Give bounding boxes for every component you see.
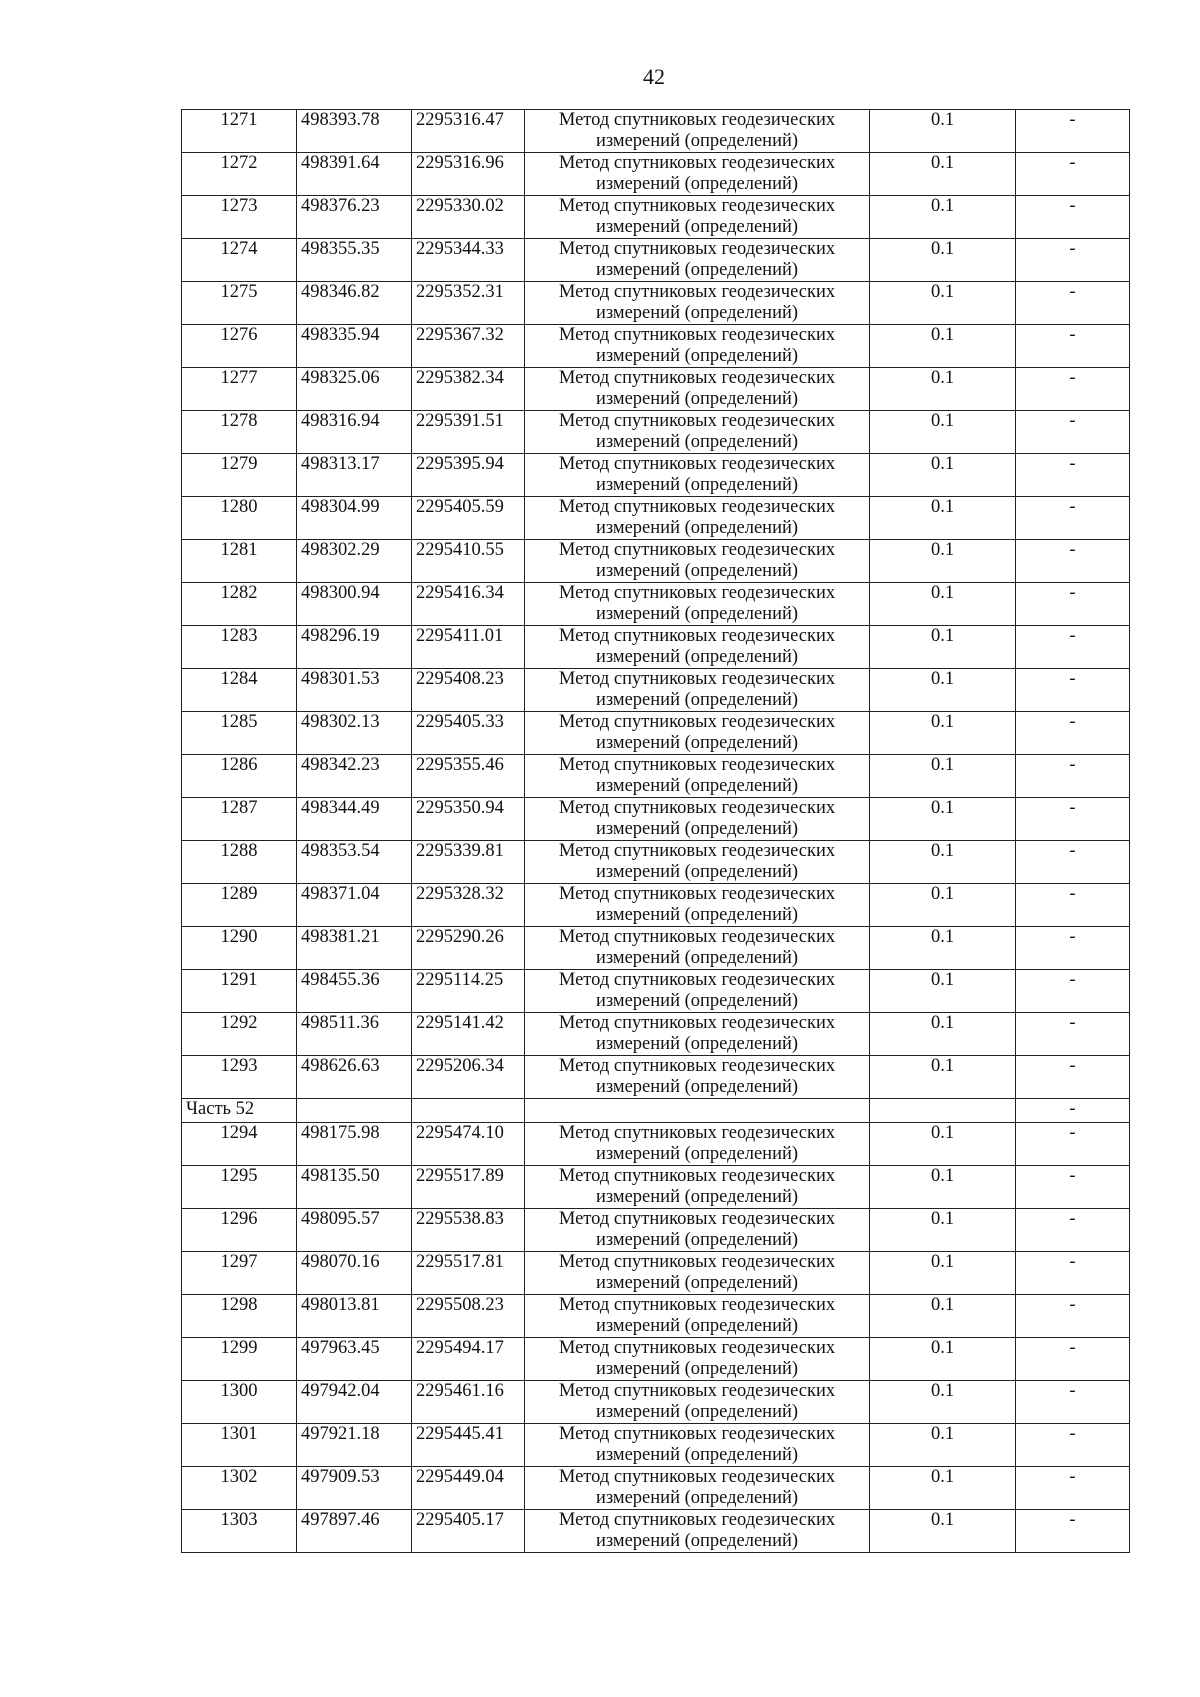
y-coordinate-cell: 2295141.42 [412, 1013, 525, 1056]
x-coordinate-cell: 498013.81 [297, 1295, 412, 1338]
accuracy-cell: 0.1 [870, 325, 1016, 368]
y-coordinate-cell: 2295391.51 [412, 411, 525, 454]
point-number-cell: 1300 [182, 1381, 297, 1424]
method-cell: Метод спутниковых геодезических измерений (определений) [525, 325, 870, 368]
method-cell: Метод спутниковых геодезических измерений (определений) [525, 454, 870, 497]
x-coordinate-cell: 498070.16 [297, 1252, 412, 1295]
note-cell: - [1016, 239, 1130, 282]
note-cell: - [1016, 1252, 1130, 1295]
point-number-cell: 1274 [182, 239, 297, 282]
point-number-cell: 1288 [182, 841, 297, 884]
note-cell: - [1016, 1295, 1130, 1338]
table-row [182, 712, 1130, 755]
table-row [182, 1013, 1130, 1056]
table-row [182, 1123, 1130, 1166]
method-cell: Метод спутниковых геодезических измерений (определений) [525, 368, 870, 411]
accuracy-cell: 0.1 [870, 239, 1016, 282]
section-label: Часть 52 [182, 1099, 297, 1123]
note-cell: - [1016, 755, 1130, 798]
x-coordinate-cell: 498313.17 [297, 454, 412, 497]
table-row [182, 325, 1130, 368]
accuracy-cell: 0.1 [870, 1510, 1016, 1553]
y-coordinate-cell: 2295408.23 [412, 669, 525, 712]
table-row [182, 110, 1130, 153]
table-row [182, 282, 1130, 325]
y-coordinate-cell: 2295316.96 [412, 153, 525, 196]
y-coordinate-cell: 2295461.16 [412, 1381, 525, 1424]
x-coordinate-cell: 498302.13 [297, 712, 412, 755]
method-cell: Метод спутниковых геодезических измерений (определений) [525, 798, 870, 841]
point-number-cell: 1277 [182, 368, 297, 411]
accuracy-cell: 0.1 [870, 368, 1016, 411]
note-cell: - [1016, 1166, 1130, 1209]
method-cell: Метод спутниковых геодезических измерений (определений) [525, 1510, 870, 1553]
method-cell: Метод спутниковых геодезических измерений (определений) [525, 1338, 870, 1381]
y-coordinate-cell: 2295405.17 [412, 1510, 525, 1553]
note-cell: - [1016, 325, 1130, 368]
table-row [182, 798, 1130, 841]
note-cell: - [1016, 1123, 1130, 1166]
accuracy-cell: 0.1 [870, 970, 1016, 1013]
empty-cell [870, 1099, 1016, 1123]
x-coordinate-cell: 498391.64 [297, 153, 412, 196]
table-row [182, 841, 1130, 884]
table-row [182, 1381, 1130, 1424]
x-coordinate-cell: 497921.18 [297, 1424, 412, 1467]
y-coordinate-cell: 2295382.34 [412, 368, 525, 411]
accuracy-cell: 0.1 [870, 1013, 1016, 1056]
table-row [182, 1252, 1130, 1295]
note-cell: - [1016, 540, 1130, 583]
table-row [182, 454, 1130, 497]
accuracy-cell: 0.1 [870, 153, 1016, 196]
x-coordinate-cell: 498302.29 [297, 540, 412, 583]
accuracy-cell: 0.1 [870, 927, 1016, 970]
y-coordinate-cell: 2295395.94 [412, 454, 525, 497]
accuracy-cell: 0.1 [870, 497, 1016, 540]
table-row [182, 1056, 1130, 1099]
table-row [182, 239, 1130, 282]
x-coordinate-cell: 498296.19 [297, 626, 412, 669]
point-number-cell: 1279 [182, 454, 297, 497]
note-cell: - [1016, 798, 1130, 841]
note-cell: - [1016, 1209, 1130, 1252]
point-number-cell: 1298 [182, 1295, 297, 1338]
note-cell: - [1016, 1467, 1130, 1510]
x-coordinate-cell: 498353.54 [297, 841, 412, 884]
accuracy-cell: 0.1 [870, 1252, 1016, 1295]
point-number-cell: 1278 [182, 411, 297, 454]
y-coordinate-cell: 2295410.55 [412, 540, 525, 583]
note-cell: - [1016, 1013, 1130, 1056]
x-coordinate-cell: 498393.78 [297, 110, 412, 153]
y-coordinate-cell: 2295206.34 [412, 1056, 525, 1099]
empty-cell [412, 1099, 525, 1123]
table-row [182, 153, 1130, 196]
note-cell: - [1016, 583, 1130, 626]
method-cell: Метод спутниковых геодезических измерений (определений) [525, 755, 870, 798]
x-coordinate-cell: 498342.23 [297, 755, 412, 798]
table-row [182, 970, 1130, 1013]
table-row [182, 884, 1130, 927]
y-coordinate-cell: 2295405.33 [412, 712, 525, 755]
point-number-cell: 1299 [182, 1338, 297, 1381]
table-row [182, 1467, 1130, 1510]
y-coordinate-cell: 2295355.46 [412, 755, 525, 798]
point-number-cell: 1294 [182, 1123, 297, 1166]
method-cell: Метод спутниковых геодезических измерений (определений) [525, 196, 870, 239]
x-coordinate-cell: 498300.94 [297, 583, 412, 626]
x-coordinate-cell: 498325.06 [297, 368, 412, 411]
y-coordinate-cell: 2295316.47 [412, 110, 525, 153]
note-cell: - [1016, 1099, 1130, 1123]
point-number-cell: 1287 [182, 798, 297, 841]
accuracy-cell: 0.1 [870, 1056, 1016, 1099]
x-coordinate-cell: 498355.35 [297, 239, 412, 282]
y-coordinate-cell: 2295328.32 [412, 884, 525, 927]
method-cell: Метод спутниковых геодезических измерений (определений) [525, 1209, 870, 1252]
table-row [182, 497, 1130, 540]
table-row [182, 927, 1130, 970]
accuracy-cell: 0.1 [870, 583, 1016, 626]
y-coordinate-cell: 2295352.31 [412, 282, 525, 325]
accuracy-cell: 0.1 [870, 1381, 1016, 1424]
note-cell: - [1016, 282, 1130, 325]
point-number-cell: 1276 [182, 325, 297, 368]
method-cell: Метод спутниковых геодезических измерений (определений) [525, 411, 870, 454]
x-coordinate-cell: 498511.36 [297, 1013, 412, 1056]
method-cell: Метод спутниковых геодезических измерений (определений) [525, 497, 870, 540]
x-coordinate-cell: 497897.46 [297, 1510, 412, 1553]
accuracy-cell: 0.1 [870, 196, 1016, 239]
x-coordinate-cell: 498344.49 [297, 798, 412, 841]
point-number-cell: 1285 [182, 712, 297, 755]
accuracy-cell: 0.1 [870, 454, 1016, 497]
note-cell: - [1016, 1056, 1130, 1099]
method-cell: Метод спутниковых геодезических измерений (определений) [525, 153, 870, 196]
method-cell: Метод спутниковых геодезических измерений (определений) [525, 841, 870, 884]
accuracy-cell: 0.1 [870, 1166, 1016, 1209]
method-cell: Метод спутниковых геодезических измерений (определений) [525, 583, 870, 626]
y-coordinate-cell: 2295517.89 [412, 1166, 525, 1209]
table-row [182, 1338, 1130, 1381]
method-cell: Метод спутниковых геодезических измерений (определений) [525, 626, 870, 669]
accuracy-cell: 0.1 [870, 841, 1016, 884]
note-cell: - [1016, 1381, 1130, 1424]
x-coordinate-cell: 498335.94 [297, 325, 412, 368]
table-row [182, 583, 1130, 626]
table-row [182, 368, 1130, 411]
y-coordinate-cell: 2295344.33 [412, 239, 525, 282]
note-cell: - [1016, 1338, 1130, 1381]
table-row [182, 196, 1130, 239]
section-row [182, 1099, 1130, 1123]
table-row [182, 1209, 1130, 1252]
point-number-cell: 1297 [182, 1252, 297, 1295]
note-cell: - [1016, 970, 1130, 1013]
coordinates-table [181, 109, 1130, 1553]
point-number-cell: 1281 [182, 540, 297, 583]
note-cell: - [1016, 1510, 1130, 1553]
x-coordinate-cell: 498135.50 [297, 1166, 412, 1209]
accuracy-cell: 0.1 [870, 1467, 1016, 1510]
point-number-cell: 1303 [182, 1510, 297, 1553]
y-coordinate-cell: 2295405.59 [412, 497, 525, 540]
x-coordinate-cell: 497909.53 [297, 1467, 412, 1510]
coordinates-table-body [182, 110, 1130, 1553]
x-coordinate-cell: 498304.99 [297, 497, 412, 540]
point-number-cell: 1290 [182, 927, 297, 970]
note-cell: - [1016, 841, 1130, 884]
point-number-cell: 1286 [182, 755, 297, 798]
accuracy-cell: 0.1 [870, 540, 1016, 583]
method-cell: Метод спутниковых геодезических измерений (определений) [525, 1123, 870, 1166]
method-cell: Метод спутниковых геодезических измерений (определений) [525, 1252, 870, 1295]
table-row [182, 1166, 1130, 1209]
table-row [182, 1295, 1130, 1338]
method-cell: Метод спутниковых геодезических измерений (определений) [525, 669, 870, 712]
point-number-cell: 1282 [182, 583, 297, 626]
method-cell: Метод спутниковых геодезических измерений (определений) [525, 712, 870, 755]
y-coordinate-cell: 2295494.17 [412, 1338, 525, 1381]
note-cell: - [1016, 153, 1130, 196]
y-coordinate-cell: 2295290.26 [412, 927, 525, 970]
table-row [182, 755, 1130, 798]
y-coordinate-cell: 2295517.81 [412, 1252, 525, 1295]
y-coordinate-cell: 2295474.10 [412, 1123, 525, 1166]
y-coordinate-cell: 2295538.83 [412, 1209, 525, 1252]
method-cell: Метод спутниковых геодезических измерений (определений) [525, 1295, 870, 1338]
x-coordinate-cell: 498626.63 [297, 1056, 412, 1099]
method-cell: Метод спутниковых геодезических измерений (определений) [525, 1056, 870, 1099]
point-number-cell: 1284 [182, 669, 297, 712]
accuracy-cell: 0.1 [870, 712, 1016, 755]
x-coordinate-cell: 498455.36 [297, 970, 412, 1013]
note-cell: - [1016, 368, 1130, 411]
point-number-cell: 1301 [182, 1424, 297, 1467]
note-cell: - [1016, 411, 1130, 454]
note-cell: - [1016, 626, 1130, 669]
method-cell: Метод спутниковых геодезических измерений (определений) [525, 110, 870, 153]
point-number-cell: 1293 [182, 1056, 297, 1099]
empty-cell [525, 1099, 870, 1123]
empty-cell [297, 1099, 412, 1123]
point-number-cell: 1272 [182, 153, 297, 196]
x-coordinate-cell: 498175.98 [297, 1123, 412, 1166]
y-coordinate-cell: 2295508.23 [412, 1295, 525, 1338]
method-cell: Метод спутниковых геодезических измерений (определений) [525, 1166, 870, 1209]
x-coordinate-cell: 497942.04 [297, 1381, 412, 1424]
method-cell: Метод спутниковых геодезических измерений (определений) [525, 239, 870, 282]
accuracy-cell: 0.1 [870, 626, 1016, 669]
y-coordinate-cell: 2295367.32 [412, 325, 525, 368]
table-row [182, 540, 1130, 583]
method-cell: Метод спутниковых геодезических измерений (определений) [525, 1013, 870, 1056]
y-coordinate-cell: 2295350.94 [412, 798, 525, 841]
accuracy-cell: 0.1 [870, 884, 1016, 927]
accuracy-cell: 0.1 [870, 1338, 1016, 1381]
note-cell: - [1016, 712, 1130, 755]
accuracy-cell: 0.1 [870, 1123, 1016, 1166]
point-number-cell: 1296 [182, 1209, 297, 1252]
x-coordinate-cell: 498301.53 [297, 669, 412, 712]
accuracy-cell: 0.1 [870, 1209, 1016, 1252]
table-row [182, 1424, 1130, 1467]
y-coordinate-cell: 2295449.04 [412, 1467, 525, 1510]
note-cell: - [1016, 196, 1130, 239]
note-cell: - [1016, 110, 1130, 153]
y-coordinate-cell: 2295114.25 [412, 970, 525, 1013]
table-row [182, 669, 1130, 712]
accuracy-cell: 0.1 [870, 110, 1016, 153]
table-row [182, 626, 1130, 669]
note-cell: - [1016, 927, 1130, 970]
note-cell: - [1016, 669, 1130, 712]
x-coordinate-cell: 498316.94 [297, 411, 412, 454]
x-coordinate-cell: 498371.04 [297, 884, 412, 927]
accuracy-cell: 0.1 [870, 282, 1016, 325]
method-cell: Метод спутниковых геодезических измерений (определений) [525, 1381, 870, 1424]
point-number-cell: 1292 [182, 1013, 297, 1056]
method-cell: Метод спутниковых геодезических измерений (определений) [525, 540, 870, 583]
method-cell: Метод спутниковых геодезических измерений (определений) [525, 970, 870, 1013]
point-number-cell: 1280 [182, 497, 297, 540]
table-row [182, 411, 1130, 454]
point-number-cell: 1275 [182, 282, 297, 325]
note-cell: - [1016, 884, 1130, 927]
accuracy-cell: 0.1 [870, 411, 1016, 454]
y-coordinate-cell: 2295416.34 [412, 583, 525, 626]
x-coordinate-cell: 498376.23 [297, 196, 412, 239]
x-coordinate-cell: 498381.21 [297, 927, 412, 970]
point-number-cell: 1283 [182, 626, 297, 669]
method-cell: Метод спутниковых геодезических измерений (определений) [525, 1467, 870, 1510]
table-row [182, 1510, 1130, 1553]
accuracy-cell: 0.1 [870, 1424, 1016, 1467]
accuracy-cell: 0.1 [870, 669, 1016, 712]
y-coordinate-cell: 2295411.01 [412, 626, 525, 669]
y-coordinate-cell: 2295445.41 [412, 1424, 525, 1467]
method-cell: Метод спутниковых геодезических измерений (определений) [525, 1424, 870, 1467]
accuracy-cell: 0.1 [870, 798, 1016, 841]
accuracy-cell: 0.1 [870, 755, 1016, 798]
note-cell: - [1016, 454, 1130, 497]
point-number-cell: 1295 [182, 1166, 297, 1209]
x-coordinate-cell: 497963.45 [297, 1338, 412, 1381]
point-number-cell: 1302 [182, 1467, 297, 1510]
method-cell: Метод спутниковых геодезических измерений (определений) [525, 927, 870, 970]
method-cell: Метод спутниковых геодезических измерений (определений) [525, 884, 870, 927]
y-coordinate-cell: 2295339.81 [412, 841, 525, 884]
page-number: 42 [643, 64, 665, 89]
point-number-cell: 1271 [182, 110, 297, 153]
note-cell: - [1016, 497, 1130, 540]
y-coordinate-cell: 2295330.02 [412, 196, 525, 239]
point-number-cell: 1289 [182, 884, 297, 927]
method-cell: Метод спутниковых геодезических измерений (определений) [525, 282, 870, 325]
note-cell: - [1016, 1424, 1130, 1467]
x-coordinate-cell: 498095.57 [297, 1209, 412, 1252]
point-number-cell: 1273 [182, 196, 297, 239]
accuracy-cell: 0.1 [870, 1295, 1016, 1338]
x-coordinate-cell: 498346.82 [297, 282, 412, 325]
point-number-cell: 1291 [182, 970, 297, 1013]
